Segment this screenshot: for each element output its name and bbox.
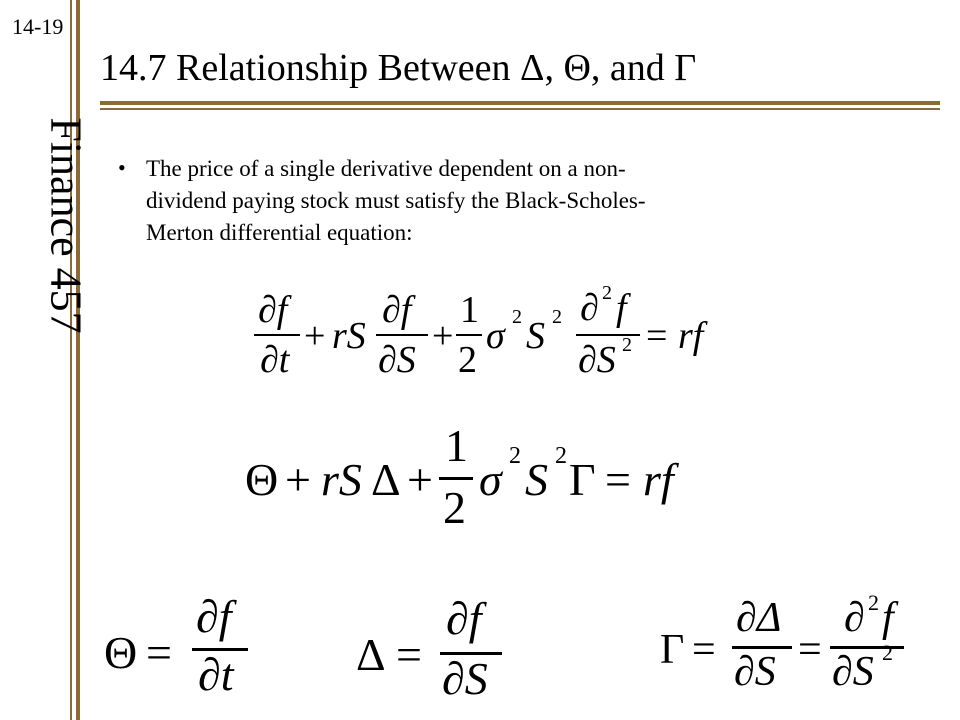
body-text [146,153,846,249]
bullet-marker: • [118,155,126,180]
course-label-container [41,90,91,350]
equation-theta: Θ = ∂f ∂t [104,590,264,700]
title-rule-thin [100,108,940,110]
title-rule-thick [100,101,940,105]
equation-bsm: ∂f ∂t + rS ∂f ∂S + 1 2 σ 2 S 2 ∂ 2 f ∂S 2 = rf [250,290,730,380]
equation-gamma: Γ = ∂Δ ∂S = ∂ 2 f ∂S 2 [660,600,910,700]
equation-delta: Δ = ∂f ∂S [356,598,516,708]
course-label: Finance 457 [41,117,91,334]
equation-greeks: Θ + rS Δ + 1 2 σ 2 S 2 Γ = rf [245,420,674,533]
slide-title: 14.7 Relationship Between Δ, Θ, and Γ [100,47,697,89]
body-line: dividend paying stock must satisfy the Black-Scholes- [146,188,646,213]
body-line: Merton differential equation: [146,220,413,245]
page-number: 14-19 [12,14,64,39]
body-line: The price of a single derivative dependent on a non- [146,156,626,181]
